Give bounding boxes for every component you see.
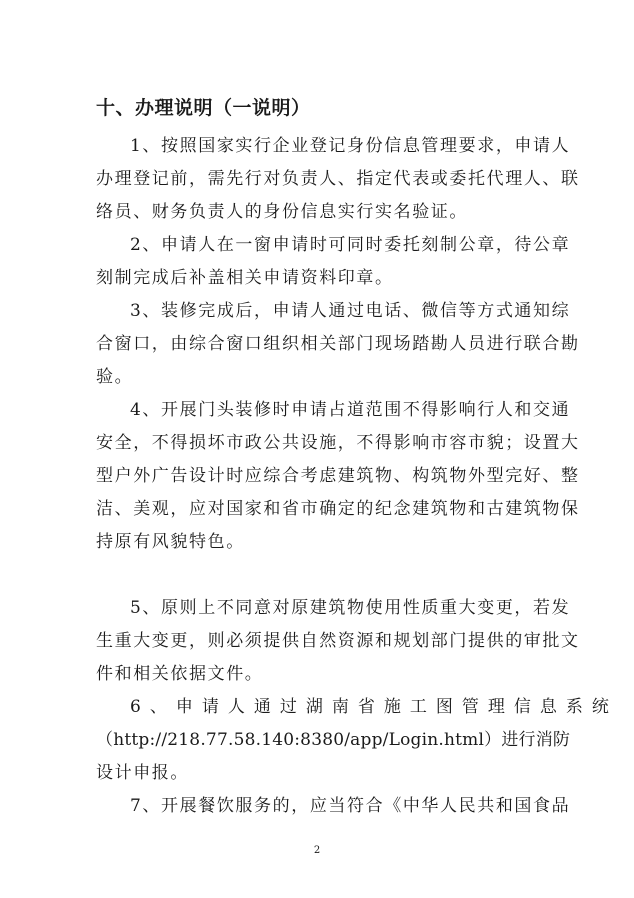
paragraph-line: 7、开展餐饮服务的，应当符合《中华人民共和国食品 [130,796,571,816]
paragraph-line: 型户外广告设计时应综合考虑建筑物、构筑物外型完好、整 [96,466,580,486]
paragraph-1 [96,130,580,229]
paragraph-line: 设计申报。 [96,763,189,783]
paragraph-line: 合窗口，由综合窗口组织相关部门现场踏勘人员进行联合勘 [96,334,580,354]
paragraph-line: 刻制完成后补盖相关申请资料印章。 [96,268,394,288]
paragraph-line: 持原有风貌特色。 [96,532,245,552]
paragraph-line: 1、按照国家实行企业登记身份信息管理要求，申请人 [130,136,571,156]
paragraph-3 [96,295,580,394]
paragraph-line-url: （http://218.77.58.140:8380/app/Login.html）进行消防 [96,730,571,750]
paragraph-line: 4、开展门头装修时申请占道范围不得影响行人和交通 [130,400,571,420]
paragraph-2 [96,229,571,295]
paragraph-line: 办理登记前，需先行对负责人、指定代表或委托代理人、联 [96,169,580,189]
paragraph-line: 验。 [96,367,134,387]
paragraph-line: 安全，不得损坏市政公共设施，不得影响市容市貌；设置大 [96,433,580,453]
paragraph-7 [96,790,571,823]
paragraph-line: 件和相关依据文件。 [96,664,264,684]
paragraph-line: 洁、美观，应对国家和省市确定的纪念建筑物和古建筑物保 [96,499,580,519]
paragraph-line: 生重大变更，则必须提供自然资源和规划部门提供的审批文 [96,631,580,651]
paragraph-line: 6、申请人通过湖南省施工图管理信息系统 [130,697,618,717]
paragraph-5 [96,592,580,691]
paragraph-line: 5、原则上不同意对原建筑物使用性质重大变更，若发 [130,598,571,618]
page-number: 2 [313,845,321,856]
paragraph-6 [96,691,618,790]
paragraph-line: 3、装修完成后，申请人通过电话、微信等方式通知综 [130,301,571,321]
paragraph-line: 络员、财务负责人的身份信息实行实名验证。 [96,202,468,222]
paragraph-4 [96,394,580,559]
section-heading: 十、办理说明（一说明） [96,97,311,119]
paragraph-line: 2、申请人在一窗申请时可同时委托刻制公章，待公章 [130,235,571,255]
